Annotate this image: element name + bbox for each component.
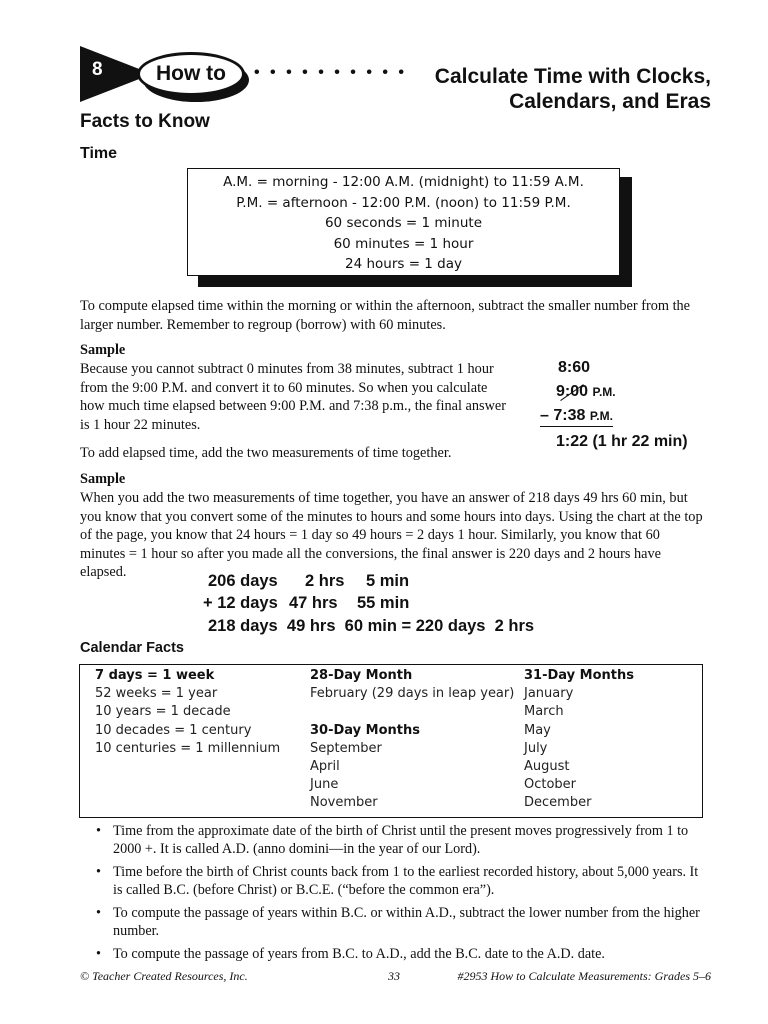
calendar-col2 — [310, 667, 514, 813]
calendar-fact: 10 decades = 1 century — [95, 722, 252, 738]
month: October — [524, 777, 577, 793]
add-min: 55 min — [357, 594, 410, 612]
time-facts-box — [187, 168, 620, 276]
calendar-col3 — [524, 667, 634, 813]
calendar-facts-box — [79, 664, 703, 818]
footer-copyright: © Teacher Created Resources, Inc. — [80, 969, 248, 983]
addition-row2 — [203, 594, 409, 613]
calendar-col-head: 28-Day Month — [310, 668, 413, 683]
section-number: 8 — [92, 59, 103, 80]
add-hrs: 47 hrs — [289, 594, 338, 612]
subtraction-result: 1:22 (1 hr 22 min) — [556, 433, 688, 450]
regroup-value: 8:60 — [558, 359, 591, 376]
sample1-text: Because you cannot subtract 0 minutes from 38 minutes, subtract 1 hour from the 9:00 P.M. and convert it to 60 minutes. So when you calculate how much time elapsed between 9:00 P.M. and 7:38 p.m., the final answer is 1 hour 22 minutes. — [80, 361, 507, 433]
time-fact: 24 hours = 1 day — [344, 256, 463, 272]
time-fact: A.M. = morning - 12:00 A.M. (midnight) to 11:59 A.M. — [223, 174, 584, 190]
bullet-icon: • — [96, 864, 101, 880]
add-days: + 12 days — [203, 594, 278, 612]
list-item: • To compute the passage of years within B.C. or within A.D., subtract the lower number from the higher number. — [96, 905, 700, 939]
footer-page-number: 33 — [388, 969, 400, 983]
month: January — [524, 686, 574, 702]
time-fact: 60 seconds = 1 minute — [324, 215, 483, 231]
month: July — [524, 740, 548, 756]
subtraction-top — [556, 383, 616, 401]
top-suffix: P.M. — [592, 385, 616, 399]
bullet-icon: • — [96, 905, 101, 921]
month: March — [524, 704, 564, 720]
section-title: Facts to Know — [80, 111, 210, 132]
how-to-oval: How to — [137, 52, 245, 96]
calendar-fact: 10 centuries = 1 millennium — [95, 740, 281, 756]
time-fact: 60 minutes = 1 hour — [333, 235, 474, 252]
month: June — [310, 777, 339, 793]
addition-result: 218 days 49 hrs 60 min = 220 days 2 hrs — [208, 617, 535, 635]
calendar-col-head: 31-Day Months — [524, 668, 634, 683]
sample2-label: Sample — [80, 471, 126, 487]
bullet-icon: • — [96, 823, 101, 839]
add-hrs: 2 hrs — [305, 572, 345, 590]
elapsed-paragraph: To compute elapsed time within the morning or within the afternoon, subtract the smaller number from the larger number. Remember to regroup (borrow) with 60 minutes. — [80, 298, 691, 333]
calendar-fact: February (29 days in leap year) — [310, 686, 515, 702]
month: April — [310, 759, 340, 775]
time-heading: Time — [80, 145, 118, 162]
month: May — [524, 722, 551, 738]
list-item: • Time from the approximate date of the birth of Christ until the present moves progressively from 1 to 2000 +. It is called A.D. (anno domini—in the year of our Lord). — [96, 823, 689, 857]
add-days: 206 days — [208, 572, 278, 590]
month: November — [310, 795, 378, 811]
add-paragraph: To add elapsed time, add the two measurements of time together. — [80, 445, 452, 461]
minus-value: – 7:38 — [540, 407, 586, 424]
bullet-icon: • — [96, 946, 101, 962]
page-title-line2: Calendars, and Eras — [509, 90, 711, 113]
era-bullet-list — [96, 823, 708, 970]
calendar-col1 — [95, 667, 280, 758]
add-min: 5 min — [366, 572, 410, 590]
month: September — [310, 740, 382, 756]
time-fact: P.M. = afternoon - 12:00 P.M. (noon) to 11:59 P.M. — [236, 194, 571, 211]
page-title — [435, 64, 711, 114]
header-dots: • • • • • • • • • • — [254, 64, 408, 81]
page-title-line1: Calculate Time with Clocks, — [434, 65, 711, 88]
subtraction-minus — [540, 407, 613, 427]
month: August — [524, 759, 570, 775]
list-item: • Time before the birth of Christ counts back from 1 to the earliest recorded history, about 5,000 years. It is called B.C. (before Christ) or B.C.E. (“before the common era”). — [96, 864, 699, 898]
minus-suffix: P.M. — [589, 409, 613, 423]
calendar-col-head: 30-Day Months — [310, 722, 420, 738]
calendar-heading: Calendar Facts — [80, 640, 184, 656]
calendar-fact: 10 years = 1 decade — [95, 704, 231, 720]
footer-book-title: #2953 How to Calculate Measurements: Grades 5–6 — [457, 969, 711, 983]
sample2-text: When you add the two measurements of time together, you have an answer of 218 days 49 hrs 60 min, but you know that you convert some of the minutes to hours and some hours into days. Using the chart at the top of the page, you know that 24 hours = 1 day so 49 hours = 2 days 1 hour. Similarly, you know that 60 minutes = 1 hour so after you made all the conversions, the final answer is 220 days and 2 hours have elapsed. — [80, 490, 703, 580]
addition-row1 — [208, 572, 409, 591]
calendar-fact: 7 days = 1 week — [95, 668, 215, 683]
sample1-label: Sample — [80, 342, 126, 358]
list-item: • To compute the passage of years from B.C. to A.D., add the B.C. date to the A.D. date. — [96, 946, 605, 962]
struck-value: 9:00 — [556, 383, 589, 400]
calendar-fact: 52 weeks = 1 year — [95, 686, 218, 702]
month: December — [524, 795, 592, 811]
